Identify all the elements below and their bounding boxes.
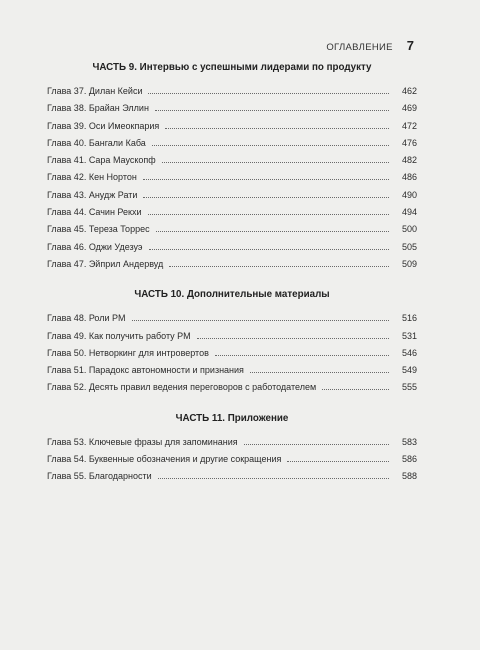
dot-leader bbox=[165, 128, 389, 129]
dot-leader bbox=[244, 444, 389, 445]
chapter-title: Глава 41. Сара Маускопф bbox=[47, 155, 156, 166]
toc-entry bbox=[47, 204, 417, 221]
toc-entry bbox=[47, 379, 417, 396]
chapter-page-number: 490 bbox=[401, 189, 417, 200]
toc-entry bbox=[47, 152, 417, 169]
chapter-title: Глава 49. Как получить работу PM bbox=[47, 330, 191, 341]
chapter-title: Глава 39. Оси Имеокпария bbox=[47, 120, 160, 131]
chapter-page-number: 462 bbox=[401, 86, 417, 96]
chapter-page-number: 588 bbox=[401, 471, 417, 482]
toc-entry bbox=[47, 221, 417, 238]
toc-entry bbox=[47, 135, 417, 152]
dot-leader bbox=[132, 320, 389, 321]
toc-entry bbox=[47, 169, 417, 186]
toc-entry bbox=[47, 451, 417, 468]
chapter-page-number: 516 bbox=[401, 313, 417, 324]
chapter-title: Глава 46. Оджи Удезуэ bbox=[47, 241, 143, 252]
toc-entry bbox=[47, 100, 417, 117]
toc-part bbox=[47, 413, 417, 486]
toc-entry bbox=[47, 187, 417, 204]
toc-entry bbox=[47, 239, 417, 256]
part-heading: ЧАСТЬ 10. Дополнительные материалы bbox=[134, 289, 330, 301]
running-title: ОГЛАВЛЕНИЕ bbox=[326, 42, 393, 53]
toc-entry bbox=[47, 345, 417, 362]
chapter-page-number: 546 bbox=[401, 347, 417, 358]
chapter-page-number: 500 bbox=[401, 224, 417, 235]
chapter-page-number: 482 bbox=[401, 155, 417, 166]
chapter-page-number: 486 bbox=[401, 172, 417, 183]
dot-leader bbox=[215, 355, 389, 356]
dot-leader bbox=[155, 110, 389, 111]
chapter-page-number: 531 bbox=[401, 330, 417, 341]
toc-entry bbox=[47, 468, 417, 485]
dot-leader bbox=[197, 338, 389, 339]
chapter-page-number: 476 bbox=[401, 137, 417, 148]
chapter-title: Глава 53. Ключевые фразы для запоминания bbox=[47, 436, 238, 447]
toc-part bbox=[47, 62, 417, 273]
dot-leader bbox=[152, 145, 389, 146]
dot-leader bbox=[149, 249, 389, 250]
dot-leader bbox=[156, 231, 389, 232]
toc-entry bbox=[47, 83, 417, 100]
table-of-contents bbox=[47, 62, 417, 502]
chapter-page-number: 583 bbox=[401, 436, 417, 447]
chapter-title: Глава 55. Благодарности bbox=[47, 471, 152, 482]
toc-entry bbox=[47, 434, 417, 451]
part-heading: ЧАСТЬ 9. Интервью с успешными лидерами по продукту bbox=[92, 62, 372, 73]
page-number: 7 bbox=[406, 38, 414, 53]
part-heading: ЧАСТЬ 11. Приложение bbox=[175, 412, 289, 424]
toc-entry bbox=[47, 256, 417, 273]
chapter-title: Глава 48. Роли PM bbox=[47, 313, 126, 324]
toc-part bbox=[47, 289, 417, 396]
chapter-page-number: 555 bbox=[401, 382, 417, 393]
toc-entry bbox=[47, 310, 417, 327]
dot-leader bbox=[143, 197, 389, 198]
dot-leader bbox=[322, 389, 389, 390]
toc-entry bbox=[47, 362, 417, 379]
chapter-title: Глава 40. Бангали Каба bbox=[47, 137, 146, 148]
running-header bbox=[326, 38, 414, 53]
dot-leader bbox=[250, 372, 389, 373]
chapter-title: Глава 38. Брайан Эллин bbox=[47, 103, 149, 114]
dot-leader bbox=[148, 214, 390, 215]
chapter-title: Глава 43. Анудж Рати bbox=[47, 189, 138, 200]
chapter-title: Глава 47. Эйприл Андервуд bbox=[47, 258, 164, 269]
chapter-page-number: 549 bbox=[401, 365, 417, 376]
toc-entry bbox=[47, 118, 417, 135]
toc-entry bbox=[47, 328, 417, 345]
chapter-title: Глава 44. Сачин Рекхи bbox=[47, 207, 142, 218]
chapter-page-number: 586 bbox=[401, 454, 417, 465]
dot-leader bbox=[162, 162, 389, 163]
chapter-page-number: 494 bbox=[401, 207, 417, 218]
dot-leader bbox=[158, 478, 389, 479]
chapter-page-number: 472 bbox=[401, 120, 417, 131]
chapter-title: Глава 50. Нетворкинг для интровертов bbox=[47, 347, 209, 358]
dot-leader bbox=[169, 266, 389, 267]
chapter-title: Глава 54. Буквенные обозначения и другие сокращения bbox=[47, 454, 282, 465]
chapter-title: Глава 45. Тереза Торрес bbox=[47, 224, 150, 235]
chapter-title: Глава 52. Десять правил ведения переговоров с работодателем bbox=[47, 382, 317, 393]
chapter-page-number: 505 bbox=[401, 241, 417, 252]
dot-leader bbox=[143, 179, 389, 180]
chapter-page-number: 509 bbox=[401, 258, 417, 269]
chapter-title: Глава 42. Кен Нортон bbox=[47, 172, 137, 183]
dot-leader bbox=[287, 461, 389, 462]
chapter-title: Глава 51. Парадокс автономности и признания bbox=[47, 365, 244, 376]
chapter-title: Глава 37. Дилан Кейси bbox=[47, 86, 143, 96]
chapter-page-number: 469 bbox=[401, 103, 417, 114]
dot-leader bbox=[148, 93, 389, 94]
